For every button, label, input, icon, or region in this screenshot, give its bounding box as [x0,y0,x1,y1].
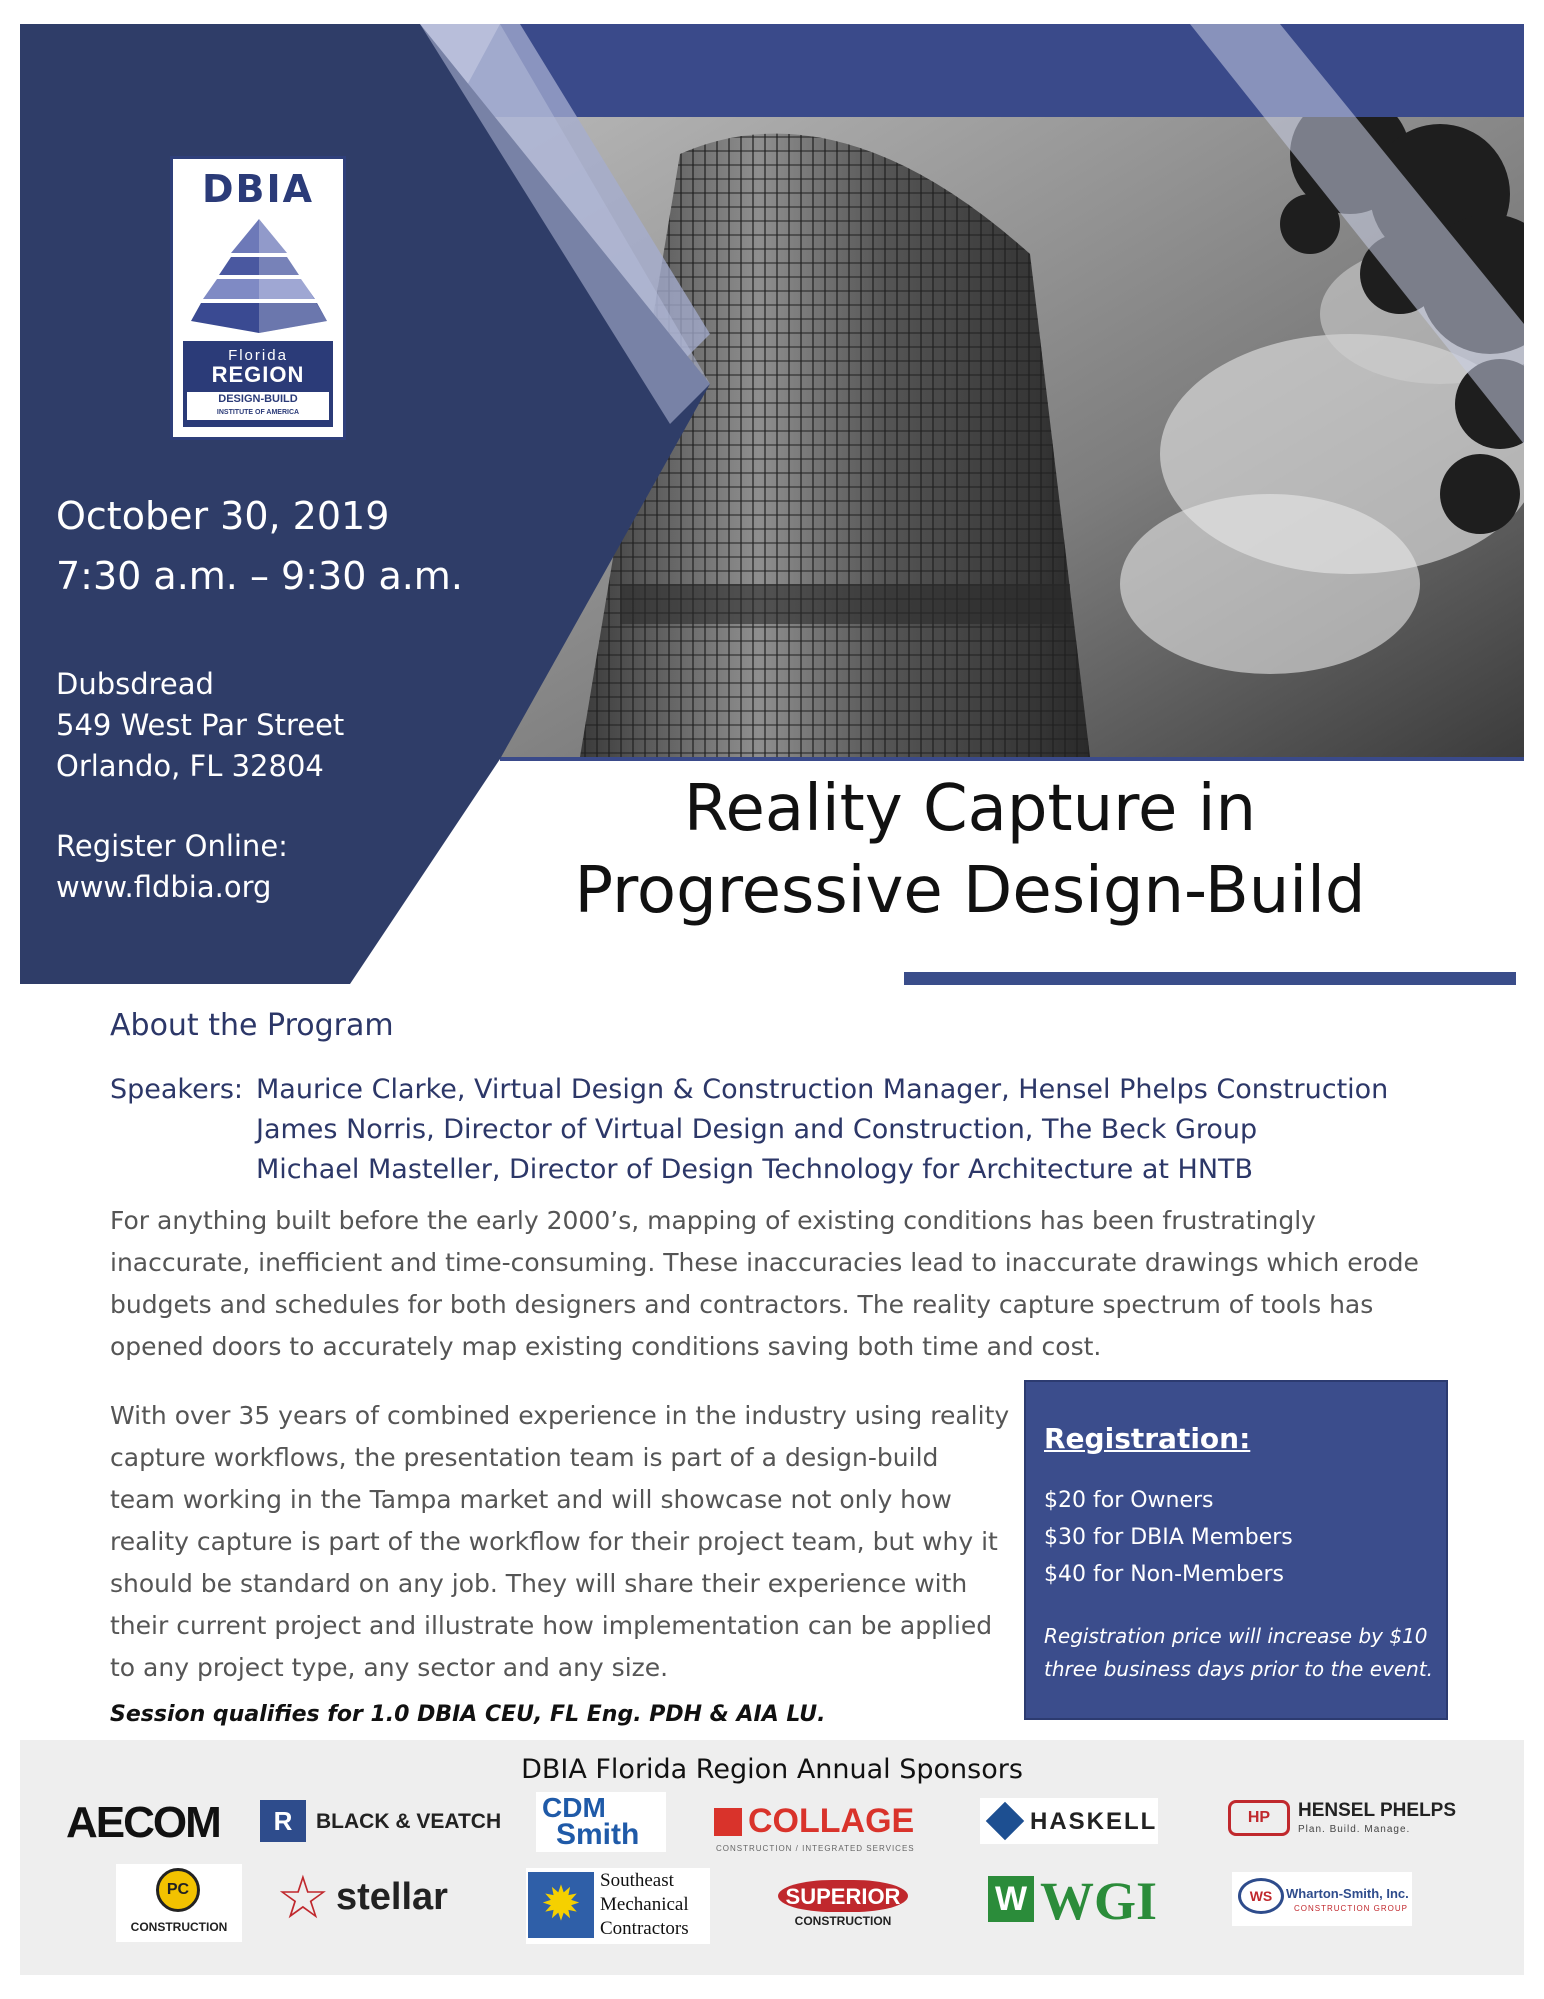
page-title [460,768,1480,932]
wharton-smith-logo [1232,1872,1412,1926]
speakers-list [256,1070,1388,1190]
experience-paragraph: With over 35 years of combined experience in the industry using reality capture workflows, the presentation team is part of a design-build team working in the Tampa market and will showcase not only how reality capture is part of the workflow for their project team, but why it should be standard on any job. They will share their experience with their current project and illustrate how implementation can be applied to any project type, any sector and any size. [110,1401,1010,1682]
superior-subtext: CONSTRUCTION [794,1914,892,1928]
event-time: 7:30 a.m. – 9:30 a.m. [56,554,463,598]
logo-org-line2: INSTITUTE OF AMERICA [216,409,300,416]
dbia-logo [170,156,346,440]
sem-line2: Mechanical [600,1894,689,1915]
wgi-icon: W [988,1876,1034,1922]
speaker-item: James Norris, Director of Virtual Design and Construction, The Beck Group [256,1114,1258,1145]
pc-construction-logo [116,1864,242,1942]
event-address [56,664,344,787]
event-date: October 30, 2019 [56,494,390,538]
price-owners: $20 for Owners [1044,1488,1214,1513]
superior-text: SUPERIOR [785,1884,901,1909]
sponsors-title: DBIA Florida Region Annual Sponsors [521,1754,1023,1785]
pc-text: CONSTRUCTION [130,1920,228,1934]
cdm-smith-logo [536,1792,666,1852]
register-link[interactable]: www.fldbia.org [56,870,272,904]
aecom-logo [66,1798,220,1848]
star-icon: ☆ [276,1864,330,1931]
wgi-text: WGI [1040,1871,1158,1931]
hp-subtext: Plan. Build. Manage. [1298,1824,1411,1835]
registration-box [1024,1380,1448,1720]
sunburst-icon: ✹ [528,1872,594,1938]
title-line1: Reality Capture in [683,772,1257,846]
collage-subtext: CONSTRUCTION / INTEGRATED SERVICES [716,1844,915,1853]
logo-region-band [183,341,333,427]
registration-prices [1044,1482,1293,1593]
venue-name: Dubsdread [56,667,214,701]
logo-org [187,392,329,420]
registration-heading: Registration: [1044,1422,1251,1455]
aecom-text: AECOM [66,1798,220,1847]
sponsors-section [20,1740,1524,1975]
about-heading: About the Program [110,1008,394,1043]
title-line2: Progressive Design-Build [574,854,1366,928]
ws-text: Wharton-Smith, Inc. [1286,1886,1409,1901]
superior-logo [768,1880,918,1930]
venue-city: Orlando, FL 32804 [56,749,324,783]
hp-text: HENSEL PHELPS [1298,1800,1457,1821]
ws-subtext: CONSTRUCTION GROUP [1294,1904,1408,1913]
ws-icon: WS [1238,1878,1284,1914]
bv-icon: R [260,1800,306,1842]
hp-icon: HP [1228,1800,1290,1836]
collage-text: COLLAGE [748,1802,915,1840]
speakers-label: Speakers: [110,1074,243,1105]
venue-street: 549 West Par Street [56,708,345,742]
southeast-mechanical-logo [526,1868,710,1944]
ceu-note: Session qualifies for 1.0 DBIA CEU, FL Eng. PDH & AIA LU. [110,1702,826,1727]
pc-icon: PC [156,1868,200,1912]
speaker-item: Maurice Clarke, Virtual Design & Construction Manager, Hensel Phelps Construction [256,1074,1389,1105]
haskell-text: HASKELL [1030,1808,1158,1835]
logo-org-line1: DESIGN-BUILD [218,393,298,405]
haskell-icon [986,1802,1024,1840]
bv-text: BLACK & VEATCH [316,1810,502,1833]
sem-line1: Southeast [600,1870,674,1891]
registration-note: Registration price will increase by $10 three business days prior to the event. [1044,1624,1434,1681]
collage-icon [714,1808,742,1836]
pyramid-icon [191,217,327,335]
register-block [56,826,288,908]
intro-paragraph: For anything built before the early 2000’s, mapping of existing conditions has been frustratingly inaccurate, inefficient and time-consuming. These inaccuracies lead to inaccurate drawings which erode budgets and schedules for both designers and contractors. The reality capture spectrum of tools has opened doors to accurately map existing conditions saving both time and cost. [110,1206,1419,1361]
logo-region-small: Florida [228,347,288,364]
smith-text: Smith [556,1818,640,1851]
price-non-members: $40 for Non-Members [1044,1562,1284,1587]
title-underline [904,972,1516,985]
sem-line3: Contractors [600,1918,689,1939]
speaker-item: Michael Masteller, Director of Design Technology for Architecture at HNTB [256,1154,1254,1185]
stellar-text: stellar [336,1876,448,1918]
cdm-text: CDM [542,1792,606,1823]
logo-region: REGION [211,362,305,387]
register-label: Register Online: [56,829,288,863]
price-members: $30 for DBIA Members [1044,1525,1293,1550]
logo-acronym: DBIA [201,167,315,211]
haskell-logo [980,1798,1158,1844]
